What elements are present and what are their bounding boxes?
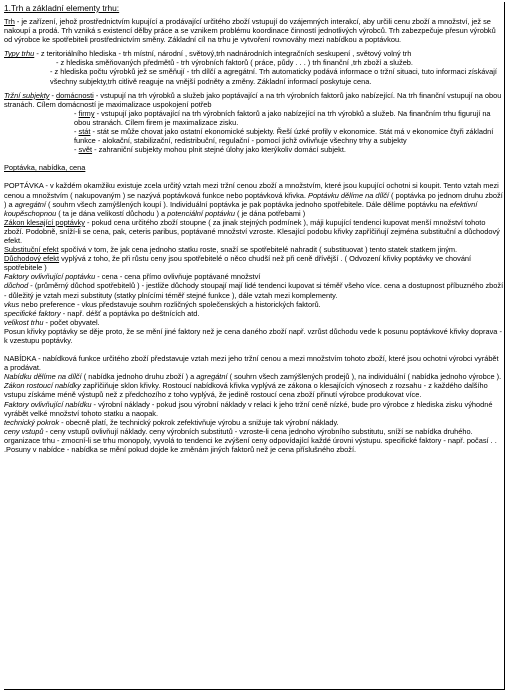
market-types-2: - z hlediska směňovaných předmětů - trh výrobních faktorů ( práce, půdy . . . ) trh finanční ,trh zboží a služeb.	[56, 58, 413, 68]
section-heading-demand-supply: Poptávka, nabídka, cena	[4, 163, 86, 173]
section-title: 1.Trh a základní elementy trhu:	[4, 3, 120, 13]
paragraph-demand: POPTÁVKA - v každém okamžiku existuje zcela určitý vztah mezi tržní cenou zboží a množstvím, které jsou kupující ochotni si koupit. Tento vztah mezi cenou a množstvím ( nakupovaným ) se nazývá poptávková funkce nebo poptávková křivka. Poptávku dělíme na dílčí ( poptávka po jednom druhu zboží ) a agregátní ( souhrn všech zamýšlených koupí ). Individuální poptávka je pak poptávka jednoho spotřebitele. Dále dělíme poptávku na efektivní koupěschopnou ( ta je dána velikostí důchodu ) a potenciální poptávku ( je dána potřebami )	[4, 181, 503, 218]
paragraph-substitution: Substituční efekt spočívá v tom, že jak cena jednoho statku roste, snaží se spotřebitelé nahradit ( substituovat ) tento statek statkem jiným.	[4, 245, 458, 255]
paragraph-demand-shift: Posun křivky poptávky se děje proto, že se mění jiné faktory než je cena daného zboží např. vzrůst důchodu vede k posunu poptávkové křivky doprava - k vzestupu poptávky.	[4, 326, 502, 345]
paragraph-inputs: ceny vstupů - ceny vstupů ovlivňují náklady. ceny výrobních substitutů - vzroste-li cena jednoho výrobního substitutu, sníží se nabídka druhého. organizace trhu - zmocní-li se trhu monopoly, vyvolá to tendenci ke zvýšení ceny odpovídající každé úrovni výstupu. specifické faktory - např. počasí . . .Posuny v nabídce - nabídka se mění pokud dojde ke změnám jiných faktorů než je cena příslušného zboží.	[4, 426, 497, 455]
term-market: Trh	[4, 17, 15, 26]
term-market-types: Typy trhu	[4, 49, 35, 59]
paragraph-tastes: vkus nebo preference - vkus představuje souhrn rozličných společenských a historických faktorů.	[4, 299, 321, 309]
subjects-firms-first: - firmy - vstupují jako poptávající na trh výrobních faktorů a jako nabízející na trh výrobků a služeb. Na finančním trhu figurují na obou stranách. Cílem firem je maximalizace zisku.	[74, 108, 491, 127]
market-types-3: - z hlediska počtu výrobků jež se směňují - trh dílčí a agregátní. Trh automaticky podává informace o tržní situaci, tuto informaci získávají všechny subjekty,trh citlivě reaguje na vnější podněty a změny. Základní informací poskytuje cena.	[50, 67, 497, 86]
right-border-line	[504, 2, 505, 690]
paragraph-supply-factors: Faktory ovlivňující nabídku - výrobní náklady - pokud jsou výrobní náklady v relaci k jeho tržní ceně nízké, bude pro výrobce z hlediska zisku výhodné vyrábět velké množství tohoto statku a naopak.	[4, 399, 493, 418]
subjects-world: - svět - zahraniční subjekty mohou plnit stejné úlohy jako kterýkoliv domácí subjekt.	[74, 145, 346, 155]
paragraph-demand-factors: Faktory ovlivňující poptávku - cena - cena přímo ovlivňuje poptávané množství	[4, 272, 261, 282]
paragraph-supply-types: Nabídku dělíme na dílčí ( nabídka jednoho druhu zboží ) a agregátní ( souhrn všech zamýšlených prodejů ), na individuální ( nabídka jednoho výrobce ). Zákon rostoucí nabídky zapříčiňuje sklon křivky. Rostoucí nabídková křivka vyplývá ze zákona o klesajících výnosech z rozsahu - z každého dalšího vstupu získáme méně výstupů než z předchozího z toho vyplývá, že jedině rostoucí cena zboží přinutí výrobce produkovat více.	[4, 372, 502, 400]
term-subjects: Tržní subjekty	[4, 90, 50, 100]
paragraph-tech: technický pokrok - obecně platí, že technický pokrok zefektivňuje výrobu a snižuje tak výrobní náklady.	[4, 417, 339, 427]
paragraph-income: důchod - (průměrný důchod spotřebitelů ) - jestliže důchody stoupají mají lidé tendenci kupovat si téměř všeho více. cena a dostupnost příbuzného zboží - důležitý je vztah mezi substituty (statky plnícími téměř stejné funkce ), dále vztah mezi komplementy.	[4, 281, 504, 300]
bottom-border-line	[4, 689, 505, 690]
paragraph-supply: NABÍDKA - nabídková funkce určitého zboží představuje vztah mezi jeho tržní cenou a mezi množstvím tohoto zboží, které jsou ochotni výrobci vyrábět a prodávat.	[4, 354, 499, 373]
paragraph-market: Trh - je zařízení, jehož prostřednictvím kupující a prodávající určitého zboží vstupují do vzájemných interakcí, aby určili cenu zboží a množství, jež se nakoupí a prodá. Trh vzniká s existencí dělby práce a se vznikem problému koordinace činností jednotlivých výrobců. Trh zabezpečuje přesun výrobků od výrobce ke spotřebiteli prostřednictvím směny. Základní cíl na trhu je vytvoření rovnováhy mezi nabídkou a poptávkou.	[4, 17, 496, 45]
paragraph-market-types: Typy trhu - z teritoriálního hlediska - trh místní, národní , světový,trh nadnárodních integračních seskupení , světový volný trh	[4, 49, 412, 59]
subjects-state: - stát - stát se může chovat jako ostatní ekonomické subjekty. Řeší úzké profily v ekonomice. Stát má v ekonomice čtyři základní funkce - alokační, stabilizační, redistribuční, regulační - pomocí jichž ovlivňuje všechny trhy a subjekty	[74, 127, 494, 146]
paragraph-demand-law: Zákon klesající poptávky - pokud cena určitého zboží stoupne ( za jinak stejných podmínek ), máji kupující tendenci kupovat menší množství tohoto zboží. Podobně, sníží-li se cena, pak, ceteris paribus, poptávané množství vzroste. Klesající podobu křivky zapříčiňují zejména substituční a důchodový efekt.	[4, 217, 500, 245]
paragraph-market-size: velikost trhu - počet obyvatel.	[4, 317, 100, 327]
paragraph-subjects: Tržní subjekty - domácnosti - vstupují na trh výrobků a služeb jako poptávající a na trh výrobních faktorů jako nabízející. Na trh finanční vstupují na obou stranách. Cílem domácností je maximalizace uspokojení potřeb	[4, 90, 502, 109]
paragraph-income-effect: Důchodový efekt vyplývá z toho, že při růstu ceny jsou spotřebitelé o něco chudší než při ceně dřívější . ( Odvození křivky poptávky ve chování spotřebitele )	[4, 254, 472, 273]
paragraph-specific: specifické faktory - např. déšť a poptávka po deštnících atd.	[4, 308, 200, 318]
